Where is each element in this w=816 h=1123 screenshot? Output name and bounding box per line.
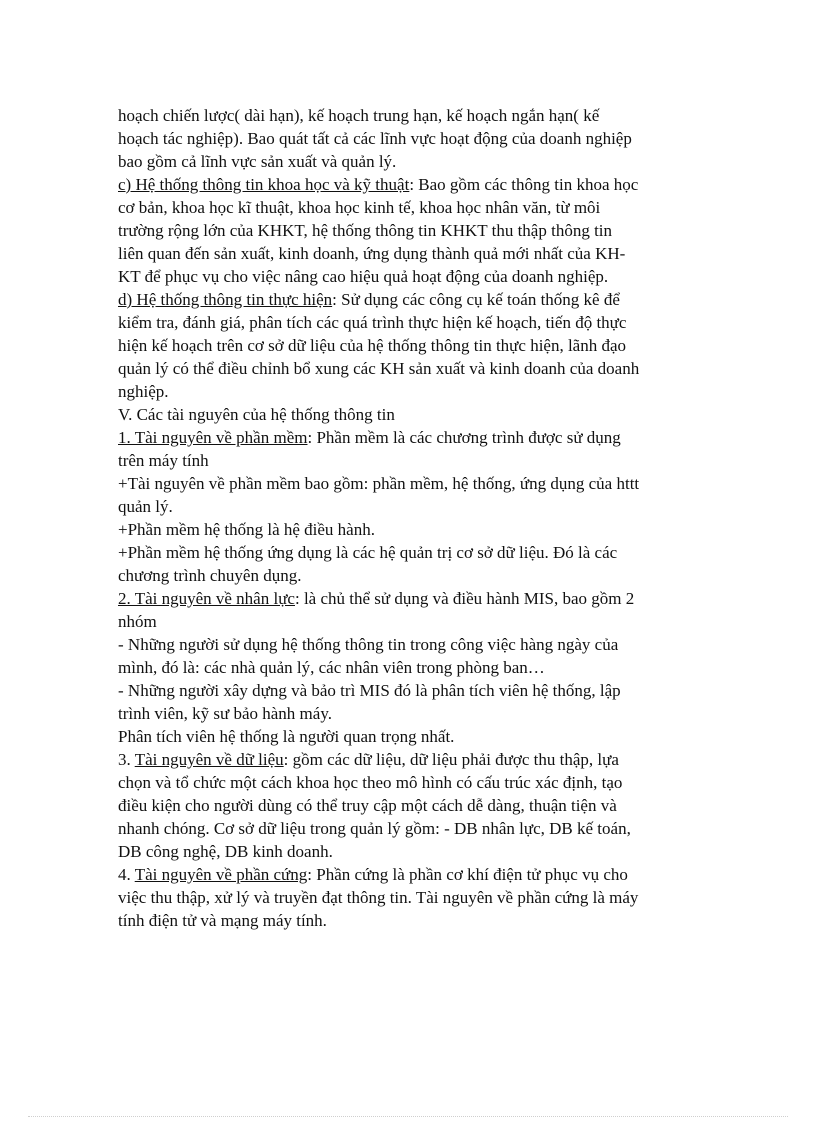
- text-line: quản lý có thể điều chỉnh bổ xung các KH sản xuất và kinh doanh của doanh: [118, 359, 640, 378]
- text-line: +Tài nguyên về phần mềm bao gồm: phần mềm, hệ thống, ứng dụng của httt: [118, 474, 640, 493]
- text-line: cơ bản, khoa học kĩ thuật, khoa học kinh tế, khoa học nhân văn, từ môi: [118, 198, 601, 217]
- section-number: 3.: [118, 750, 135, 769]
- section-heading: d) Hệ thống thông tin thực hiện: [118, 290, 333, 309]
- text-line: : Phần cứng là phần cơ khí điện tử phục vụ cho: [307, 865, 628, 884]
- paragraph-software-resources: [118, 426, 698, 472]
- text-line: kiểm tra, đánh giá, phân tích các quá trình thực hiện kế hoạch, tiến độ thực: [118, 313, 627, 332]
- text-line: hoạch chiến lược( dài hạn), kế hoạch trung hạn, kế hoạch ngắn hạn( kế: [118, 106, 600, 125]
- text-line: V. Các tài nguyên của hệ thống thông tin: [118, 405, 395, 424]
- text-line: liên quan đến sản xuất, kinh doanh, ứng dụng thành quả mới nhất của KH-: [118, 244, 626, 263]
- text-line: - Những người sử dụng hệ thống thông tin trong công việc hàng ngày của: [118, 635, 619, 654]
- text-line: mình, đó là: các nhà quản lý, các nhân viên trong phòng ban…: [118, 658, 545, 677]
- text-line: : Phần mềm là các chương trình được sử dụng: [307, 428, 621, 447]
- text-line: bao gồm cả lĩnh vực sản xuất và quản lý.: [118, 152, 397, 171]
- text-line: DB công nghệ, DB kinh doanh.: [118, 842, 333, 861]
- text-line: trình viên, kỹ sư bảo hành máy.: [118, 704, 332, 723]
- text-line: : Sử dụng các công cụ kế toán thống kê để: [332, 290, 620, 309]
- text-line: chọn và tổ chức một cách khoa học theo mô hình có cấu trúc xác định, tạo: [118, 773, 623, 792]
- text-line: +Phần mềm hệ thống ứng dụng là các hệ quản trị cơ sở dữ liệu. Đó là các: [118, 543, 618, 562]
- text-line: - Những người xây dựng và bảo trì MIS đó là phân tích viên hệ thống, lập: [118, 681, 621, 700]
- section-heading: 1. Tài nguyên về phần mềm: [118, 428, 308, 447]
- text-line: +Phần mềm hệ thống là hệ điều hành.: [118, 520, 375, 539]
- text-line: nhóm: [118, 612, 157, 631]
- text-line: : Bao gồm các thông tin khoa học: [409, 175, 639, 194]
- section-heading: Tài nguyên về phần cứng: [134, 865, 308, 884]
- paragraph-system-software: [118, 518, 698, 541]
- text-line: trên máy tính: [118, 451, 209, 470]
- page-bottom-divider: [28, 1116, 788, 1117]
- paragraph-users: [118, 633, 698, 679]
- text-line: Phân tích viên hệ thống là người quan trọng nhất.: [118, 727, 455, 746]
- text-line: chương trình chuyên dụng.: [118, 566, 302, 585]
- paragraph-builders: [118, 679, 698, 725]
- paragraph-science-tech-info: [118, 173, 698, 288]
- text-line: tính điện tử và mạng máy tính.: [118, 911, 327, 930]
- text-line: việc thu thập, xử lý và truyền đạt thông tin. Tài nguyên về phần cứng là máy: [118, 888, 639, 907]
- section-heading: c) Hệ thống thông tin khoa học và kỹ thuật: [118, 175, 410, 194]
- text-line: nghiệp.: [118, 382, 169, 401]
- text-line: : là chủ thể sử dụng và điều hành MIS, bao gồm 2: [294, 589, 635, 608]
- text-line: điều kiện cho người dùng có thể truy cập một cách dễ dàng, thuận tiện và: [118, 796, 617, 815]
- paragraph-analyst-importance: [118, 725, 698, 748]
- text-line: hoạch tác nghiệp). Bao quát tất cả các lĩnh vực hoạt động của doanh nghiệp: [118, 129, 632, 148]
- document-body: [118, 104, 698, 932]
- text-line: KT để phục vụ cho việc nâng cao hiệu quả hoạt động của doanh nghiệp.: [118, 267, 609, 286]
- paragraph-hardware-resources: [118, 863, 698, 932]
- text-line: : gồm các dữ liệu, dữ liệu phải được thu thập, lựa: [283, 750, 619, 769]
- paragraph-planning: [118, 104, 698, 173]
- section-title-resources: [118, 403, 698, 426]
- text-line: quản lý.: [118, 497, 173, 516]
- section-heading: Tài nguyên về dữ liệu: [134, 750, 284, 769]
- text-line: nhanh chóng. Cơ sở dữ liệu trong quản lý gồm: - DB nhân lực, DB kế toán,: [118, 819, 631, 838]
- paragraph-data-resources: [118, 748, 698, 863]
- text-line: trường rộng lớn của KHKT, hệ thống thông tin KHKT thu thập thông tin: [118, 221, 613, 240]
- paragraph-human-resources: [118, 587, 698, 633]
- section-number: 4.: [118, 865, 135, 884]
- paragraph-application-software: [118, 541, 698, 587]
- text-line: hiện kế hoạch trên cơ sở dữ liệu của hệ thống thông tin thực hiện, lãnh đạo: [118, 336, 627, 355]
- paragraph-execution-info: [118, 288, 698, 403]
- paragraph-software-includes: [118, 472, 698, 518]
- section-heading: 2. Tài nguyên về nhân lực: [118, 589, 295, 608]
